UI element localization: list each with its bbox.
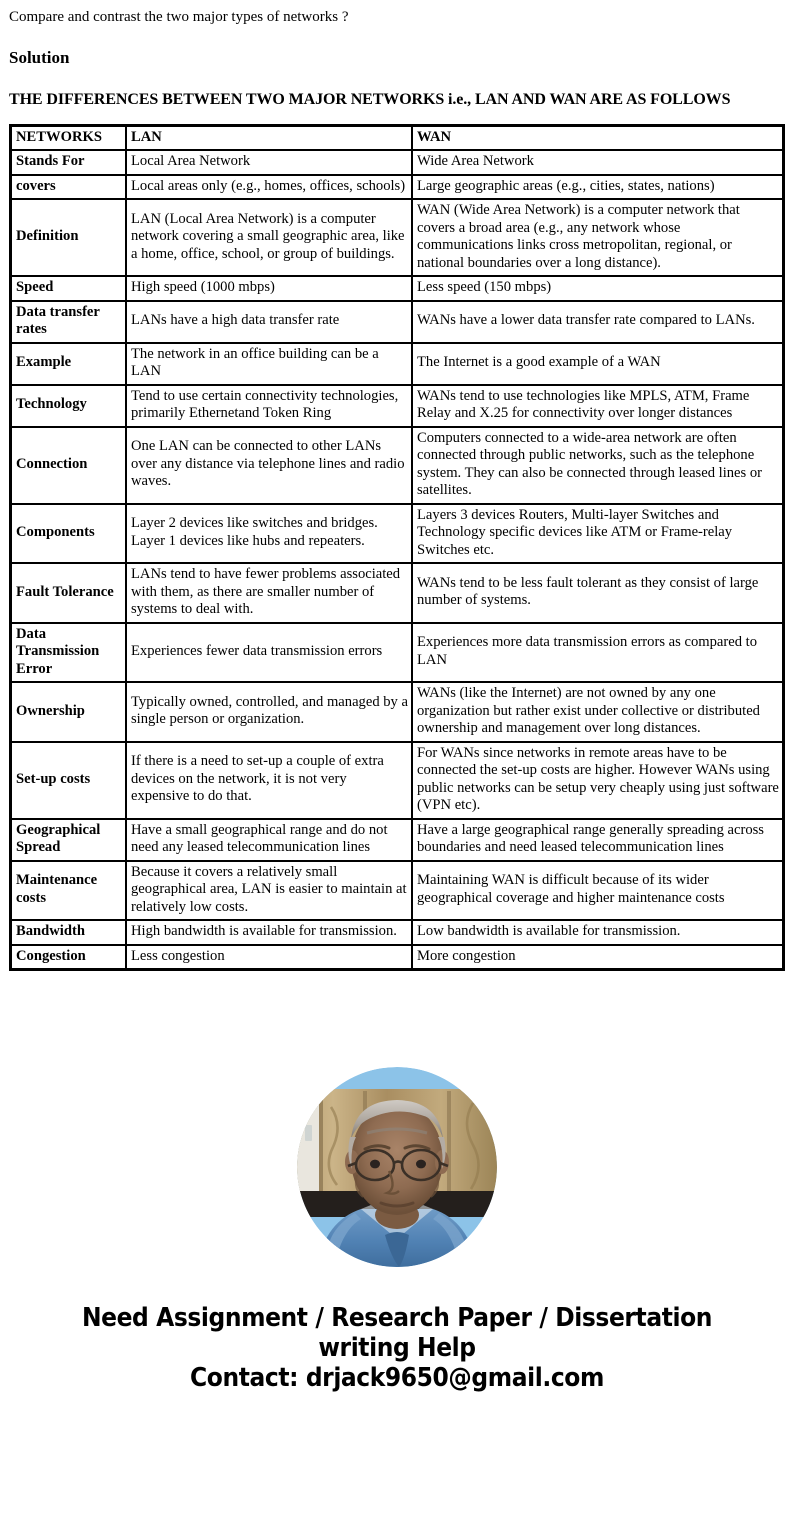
row-feature-label: Example: [11, 343, 126, 385]
table-header-cell-1: LAN: [126, 126, 412, 151]
row-wan-value: WANs have a lower data transfer rate compared to LANs.: [412, 301, 783, 343]
row-wan-value: Maintaining WAN is difficult because of its wider geographical coverage and higher maintenance costs: [412, 861, 783, 921]
comparison-table-wrapper: [0, 110, 794, 972]
solution-heading: Solution: [9, 48, 70, 67]
row-lan-value: Local areas only (e.g., homes, offices, schools): [126, 175, 412, 200]
row-wan-value: More congestion: [412, 945, 783, 970]
row-wan-value: Large geographic areas (e.g., cities, states, nations): [412, 175, 783, 200]
row-feature-label: Geographical Spread: [11, 819, 126, 861]
row-wan-value: For WANs since networks in remote areas have to be connected the set-up costs are higher. However WANs using public networks can be setup very cheaply using just software (VPN etc).: [412, 742, 783, 819]
table-row: [11, 563, 783, 623]
table-header-row: [11, 126, 783, 151]
row-wan-value: Wide Area Network: [412, 150, 783, 175]
promo-block: [0, 1303, 794, 1393]
row-lan-value: If there is a need to set-up a couple of extra devices on the network, it is not very expensive to do that.: [126, 742, 412, 819]
row-lan-value: LAN (Local Area Network) is a computer network covering a small geographic area, like a home, office, school, or group of buildings.: [126, 199, 412, 276]
table-row: [11, 175, 783, 200]
row-lan-value: Because it covers a relatively small geographical area, LAN is easier to maintain at relatively low costs.: [126, 861, 412, 921]
table-row: [11, 819, 783, 861]
row-lan-value: Less congestion: [126, 945, 412, 970]
table-header-cell-0: NETWORKS: [11, 126, 126, 151]
row-lan-value: Local Area Network: [126, 150, 412, 175]
table-row: [11, 504, 783, 564]
spacer-below-avatar: [0, 1267, 794, 1303]
table-row: [11, 742, 783, 819]
table-row: [11, 920, 783, 945]
table-body: [11, 126, 783, 970]
row-feature-label: Stands For: [11, 150, 126, 175]
row-feature-label: covers: [11, 175, 126, 200]
portrait-photo-icon: [297, 1067, 497, 1267]
spacer-below-table: [0, 971, 794, 1067]
row-lan-value: High speed (1000 mbps): [126, 276, 412, 301]
row-lan-value: Experiences fewer data transmission errors: [126, 623, 412, 683]
row-wan-value: Experiences more data transmission errors as compared to LAN: [412, 623, 783, 683]
table-row: [11, 427, 783, 504]
table-row: [11, 343, 783, 385]
row-feature-label: Data transfer rates: [11, 301, 126, 343]
row-feature-label: Connection: [11, 427, 126, 504]
table-row: [11, 301, 783, 343]
row-lan-value: One LAN can be connected to other LANs over any distance via telephone lines and radio waves.: [126, 427, 412, 504]
row-feature-label: Bandwidth: [11, 920, 126, 945]
question-text: Compare and contrast the two major types of networks ?: [9, 9, 349, 25]
row-feature-label: Speed: [11, 276, 126, 301]
row-lan-value: The network in an office building can be a LAN: [126, 343, 412, 385]
row-wan-value: Computers connected to a wide-area network are often connected through public networks, such as the telephone system. They can also be connected through leased lines or satellites.: [412, 427, 783, 504]
table-row: [11, 150, 783, 175]
row-wan-value: WAN (Wide Area Network) is a computer network that covers a broad area (e.g., any network whose communications links cross metropolitan, regional, or national boundaries over a long distance).: [412, 199, 783, 276]
table-header-cell-2: WAN: [412, 126, 783, 151]
row-wan-value: Less speed (150 mbps): [412, 276, 783, 301]
row-feature-label: Ownership: [11, 682, 126, 742]
row-lan-value: Have a small geographical range and do not need any leased telecommunication lines: [126, 819, 412, 861]
row-feature-label: Definition: [11, 199, 126, 276]
table-row: [11, 199, 783, 276]
row-lan-value: LANs have a high data transfer rate: [126, 301, 412, 343]
row-wan-value: WANs tend to be less fault tolerant as they consist of large number of systems.: [412, 563, 783, 623]
row-wan-value: WANs (like the Internet) are not owned by any one organization but rather exist under collective or distributed ownership and management over long distances.: [412, 682, 783, 742]
row-wan-value: Layers 3 devices Routers, Multi-layer Switches and Technology specific devices like ATM or Frame-relay Switches etc.: [412, 504, 783, 564]
table-row: [11, 276, 783, 301]
row-wan-value: The Internet is a good example of a WAN: [412, 343, 783, 385]
differences-heading: THE DIFFERENCES BETWEEN TWO MAJOR NETWORKS i.e., LAN AND WAN ARE AS FOLLOWS: [9, 91, 731, 109]
avatar-container: [0, 1067, 794, 1267]
row-lan-value: LANs tend to have fewer problems associated with them, as there are smaller number of systems to deal with.: [126, 563, 412, 623]
row-lan-value: High bandwidth is available for transmission.: [126, 920, 412, 945]
row-feature-label: Fault Tolerance: [11, 563, 126, 623]
table-row: [11, 682, 783, 742]
row-feature-label: Technology: [11, 385, 126, 427]
promo-line-1: Need Assignment / Research Paper / Dissertation: [81, 1303, 713, 1334]
row-lan-value: Tend to use certain connectivity technologies, primarily Ethernetand Token Ring: [126, 385, 412, 427]
table-row: [11, 861, 783, 921]
table-row: [11, 623, 783, 683]
row-feature-label: Maintenance costs: [11, 861, 126, 921]
row-lan-value: Typically owned, controlled, and managed by a single person or organization.: [126, 682, 412, 742]
lan-wan-comparison-table: [9, 124, 785, 972]
row-wan-value: Have a large geographical range generally spreading across boundaries and need leased telecommunication lines: [412, 819, 783, 861]
row-wan-value: WANs tend to use technologies like MPLS, ATM, Frame Relay and X.25 for connectivity over longer distances: [412, 385, 783, 427]
promo-line-3: Contact: drjack9650@gmail.com: [190, 1363, 604, 1394]
table-row: [11, 945, 783, 970]
avatar: [297, 1067, 497, 1267]
row-lan-value: Layer 2 devices like switches and bridges. Layer 1 devices like hubs and repeaters.: [126, 504, 412, 564]
table-row: [11, 385, 783, 427]
row-feature-label: Components: [11, 504, 126, 564]
row-feature-label: Set-up costs: [11, 742, 126, 819]
row-feature-label: Data Transmission Error: [11, 623, 126, 683]
promo-line-2: writing Help: [318, 1333, 476, 1364]
row-wan-value: Low bandwidth is available for transmission.: [412, 920, 783, 945]
row-feature-label: Congestion: [11, 945, 126, 970]
